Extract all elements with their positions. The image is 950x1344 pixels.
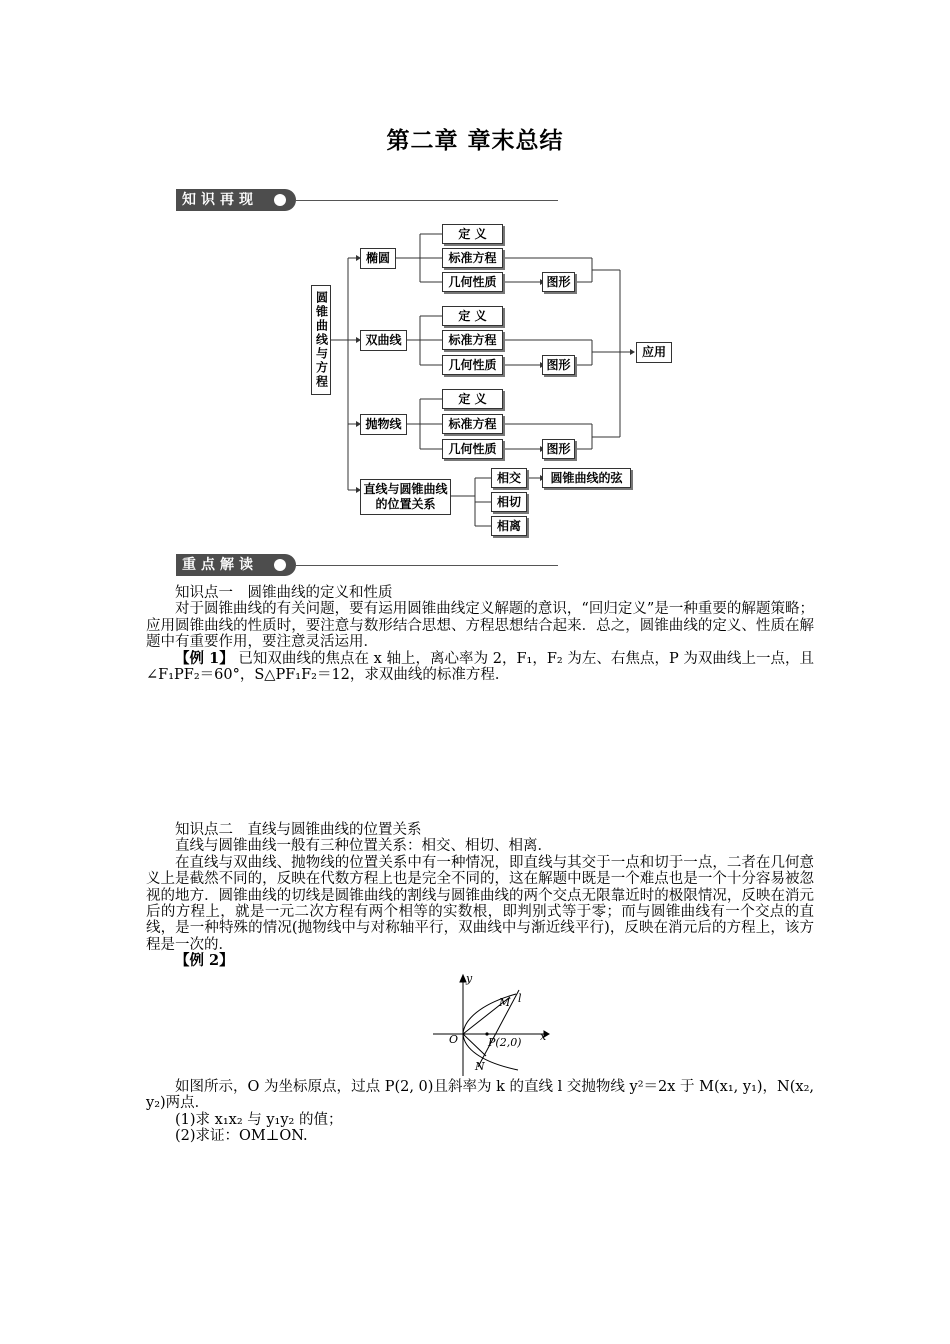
example-1-label: 【例 1】: [175, 649, 234, 667]
hyperbola-definition: 定 义: [442, 306, 503, 326]
section-2: [146, 822, 814, 970]
focus-banner: [176, 554, 558, 576]
ellipse-figure: 图形: [542, 272, 575, 292]
example-2-question-2: (2)求证：OM⊥ON.: [175, 1128, 308, 1145]
branch-hyperbola: 双曲线: [360, 330, 407, 351]
parabola-definition: 定 义: [442, 389, 503, 409]
application-box: 应用: [636, 342, 672, 363]
bullet-dot-icon: [274, 559, 286, 571]
x-axis-label: x: [540, 1030, 547, 1043]
banner-rule: [296, 565, 558, 566]
parabola-geometric-properties: 几何性质: [442, 439, 503, 459]
ellipse-definition: 定 义: [442, 224, 503, 244]
section-1: [146, 585, 814, 683]
section-2-heading: 知识点二 直线与圆锥曲线的位置关系: [175, 822, 422, 838]
root-conic-sections: 圆锥曲线与方程: [311, 285, 331, 395]
parabola-figure-diagram: [430, 972, 550, 1078]
example-1: [146, 651, 814, 684]
section-2-paragraph-2: 在直线与双曲线、抛物线的位置关系中有一种情况，即直线与其交于一点和切于一点，二者在几何意义上是截然不同的，反映在代数方程上也是完全不同的，这在解题中既是一个难点也是一个十分容易被忽视的地方．圆锥曲线的切线是圆锥曲线的割线与圆锥曲线的两个交点无限靠近时的极限情况，反映在消元后的方程上，就是一元二次方程有两个相等的实数根，即判别式等于零；而与圆锥曲线有一个交点的直线，是一种特殊的情况(抛物线中与对称轴平行，双曲线中与渐近线平行)，反映在消元后的方程上，该方程是一次的．: [146, 854, 814, 953]
coordinate-plot: [430, 972, 550, 1078]
hyperbola-standard-equation: 标准方程: [442, 330, 503, 350]
review-banner: [176, 189, 558, 211]
point-n-label: N: [475, 1060, 485, 1073]
example-1-text: 已知双曲线的焦点在 x 轴上，离心率为 2，F₁，F₂ 为左、右焦点，P 为双曲线上一点，且∠F₁PF₂＝60°，S△PF₁F₂＝12，求双曲线的标准方程．: [146, 650, 815, 684]
origin-label: O: [449, 1033, 459, 1046]
banner-rule: [296, 200, 558, 201]
branch-parabola: 抛物线: [360, 414, 407, 435]
y-axis-label: y: [466, 972, 473, 985]
ellipse-standard-equation: 标准方程: [442, 248, 503, 268]
parabola-figure: 图形: [542, 439, 575, 459]
branch-line-relation: 直线与圆锥曲线的位置关系: [360, 479, 451, 515]
page-title: 第二章 章末总结: [386, 127, 564, 154]
section-1-heading: 知识点一 圆锥曲线的定义和性质: [175, 585, 393, 601]
review-banner-label: 知识再现: [176, 189, 296, 211]
example-2-body: [146, 1079, 814, 1145]
branch-ellipse: 椭圆: [360, 248, 396, 269]
section-2-paragraph-1: 直线与圆锥曲线一般有三种位置关系：相交、相切、相离．: [175, 838, 552, 855]
relation-tangent: 相切: [491, 492, 527, 512]
ellipse-geometric-properties: 几何性质: [442, 272, 503, 292]
relation-separate: 相离: [491, 516, 527, 536]
example-2-question-1: (1)求 x₁x₂ 与 y₁y₂ 的值；: [175, 1111, 343, 1128]
bullet-dot-icon: [274, 194, 286, 206]
focus-banner-label: 重点解读: [176, 554, 296, 576]
point-p-label: P(2,0): [488, 1036, 522, 1049]
point-m-label: M: [499, 996, 511, 1009]
hyperbola-figure: 图形: [542, 355, 575, 375]
hyperbola-geometric-properties: 几何性质: [442, 355, 503, 375]
line-l-label: l: [518, 992, 522, 1005]
parabola-standard-equation: 标准方程: [442, 414, 503, 434]
section-1-paragraph: 对于圆锥曲线的有关问题，要有运用圆锥曲线定义解题的意识，“回归定义”是一种重要的解题策略；应用圆锥曲线的性质时，要注意与数形结合思想、方程思想结合起来．总之，圆锥曲线的定义、性质在解题中有重要作用，要注意灵活运用．: [146, 601, 814, 651]
example-2-label: 【例 2】: [175, 952, 234, 970]
relation-intersect: 相交: [491, 468, 527, 488]
conic-chord: 圆锥曲线的弦: [542, 468, 631, 488]
example-2-text: 如图所示，O 为坐标原点，过点 P(2, 0)且斜率为 k 的直线 l 交抛物线 y²＝2x 于 M(x₁, y₁)，N(x₂, y₂)两点．: [146, 1079, 814, 1112]
